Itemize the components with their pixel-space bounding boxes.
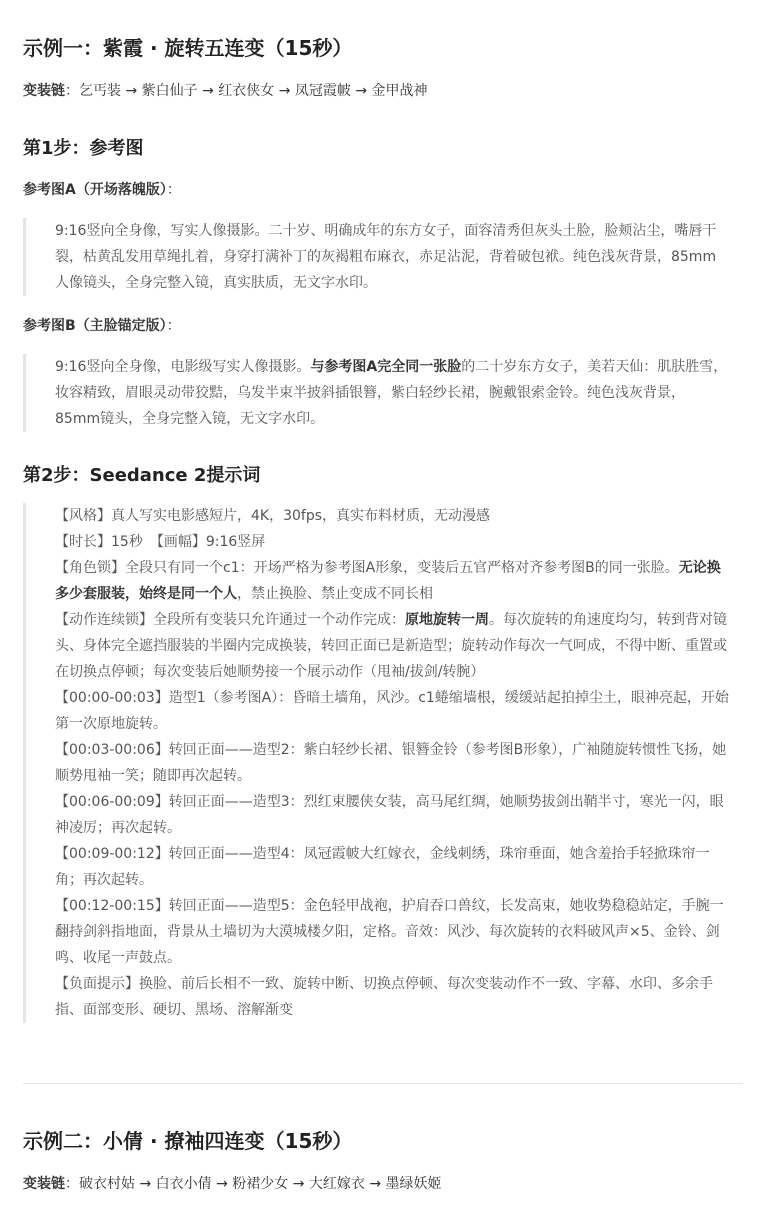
refB-label: 参考图B（主脸锚定版） — [23, 318, 167, 334]
chain-value: 破衣村姑 → 白衣小倩 → 粉裙少女 → 大红嫁衣 → 墨绿妖姬 — [79, 1176, 442, 1192]
step1-heading: 第1步：参考图 — [23, 138, 144, 159]
section-divider — [23, 1083, 743, 1084]
refA-label: 参考图A（开场落魄版） — [23, 182, 167, 198]
prompt-shot-1: 【00:00-00:03】造型1（参考图A）：昏暗土墙角，风沙。c1蜷缩墙根，缓缓站起拍掉尘土，眼神亮起，开始第一次原地旋转。 — [55, 690, 729, 732]
refB-colon: ： — [166, 318, 181, 334]
prompt-action-lock — [55, 607, 729, 685]
role-lock-bold: 无论换多少套服装，始终是同一个人 — [55, 560, 721, 602]
refB-blockquote — [23, 354, 729, 432]
refB-text-2: 的二十岁东方女子，美若天仙：肌肤胜雪，妆容精致，眉眼灵动带狡黠，乌发半束半披斜插银簪，紫白轻纱长裙，腕戴银索金铃。纯色浅灰背景，85mm镜头，全身完整入镜，无文字水印。 — [55, 359, 728, 427]
refA-colon: ： — [166, 182, 181, 198]
refB-text-1: 9:16竖向全身像，电影级写实人像摄影。 — [55, 359, 311, 375]
action-lock-bold: 原地旋转一周 — [405, 612, 489, 628]
role-lock-text-2: ，禁止换脸、禁止变成不同长相 — [237, 586, 433, 602]
example2-chain — [23, 1173, 442, 1193]
chain-label: 变装链 — [23, 1176, 65, 1192]
role-lock-text-1: 【角色锁】全段只有同一个c1：开场严格为参考图A形象，变装后五官严格对齐参考图B的同一张脸。 — [55, 560, 679, 576]
action-lock-text-1: 【动作连续锁】全段所有变装只允许通过一个动作完成： — [55, 612, 405, 628]
example1-chain — [23, 80, 428, 100]
example1-title: 示例一：紫霞 · 旋转五连变（15秒） — [23, 36, 353, 60]
chain-colon: ： — [65, 1176, 79, 1192]
prompt-shot-3: 【00:06-00:09】转回正面——造型3：烈红束腰侠女装，高马尾红绸，她顺势拔剑出鞘半寸，寒光一闪，眼神凌厉；再次起转。 — [55, 794, 724, 836]
chain-value: 乞丐装 → 紫白仙子 → 红衣侠女 → 凤冠霞帔 → 金甲战神 — [79, 83, 428, 99]
step2-heading: 第2步：Seedance 2提示词 — [23, 465, 261, 486]
example2-title: 示例二：小倩 · 撩袖四连变（15秒） — [23, 1129, 353, 1153]
prompt-shot-4: 【00:09-00:12】转回正面——造型4：凤冠霞帔大红嫁衣，金线刺绣，珠帘垂面，她含羞抬手轻掀珠帘一角；再次起转。 — [55, 846, 710, 888]
chain-label: 变装链 — [23, 83, 65, 99]
prompt-shot-2: 【00:03-00:06】转回正面——造型2：紫白轻纱长裙、银簪金铃（参考图B形象），广袖随旋转惯性飞扬，她顺势甩袖一笑；随即再次起转。 — [55, 742, 727, 784]
refB-text-bold: 与参考图A完全同一张脸 — [310, 359, 462, 375]
refA-text: 9:16竖向全身像，写实人像摄影。二十岁、明确成年的东方女子，面容清秀但灰头土脸，脸颊沾尘，嘴唇干裂，枯黄乱发用草绳扎着，身穿打满补丁的灰褐粗布麻衣，赤足沾泥，背着破包袱。纯色浅灰背景，85mm人像镜头，全身完整入镜，真实肤质，无文字水印。 — [55, 223, 717, 291]
prompt-duration: 【时长】15秒 【画幅】9:16竖屏 — [55, 534, 266, 550]
refA-blockquote — [23, 218, 729, 296]
seedance-prompt-block — [23, 503, 729, 1023]
prompt-negative: 【负面提示】换脸、前后长相不一致、旋转中断、切换点停顿、每次变装动作不一致、字幕、水印、多余手指、面部变形、硬切、黑场、溶解渐变 — [55, 976, 713, 1018]
action-lock-text-2: 。每次旋转的角速度均匀，转到背对镜头、身体完全遮挡服装的半圈内完成换装，转回正面已是新造型；旋转动作每次一气呵成，不得中断、重置或在切换点停顿；每次变装后她顺势接一个展示动作（甩袖/拔剑/转腕） — [55, 612, 727, 680]
refA-label-line — [23, 179, 181, 199]
chain-colon: ： — [65, 83, 79, 99]
prompt-style: 【风格】真人写实电影感短片，4K，30fps，真实布料材质，无动漫感 — [55, 508, 491, 524]
refB-label-line — [23, 315, 181, 335]
prompt-role-lock — [55, 555, 729, 607]
prompt-shot-5: 【00:12-00:15】转回正面——造型5：金色轻甲战袍，护肩吞口兽纹，长发高束，她收势稳稳站定，手腕一翻持剑斜指地面，背景从土墙切为大漠城楼夕阳，定格。音效：风沙、每次旋转的衣料破风声×5、金铃、剑鸣、收尾一声鼓点。 — [55, 898, 724, 966]
